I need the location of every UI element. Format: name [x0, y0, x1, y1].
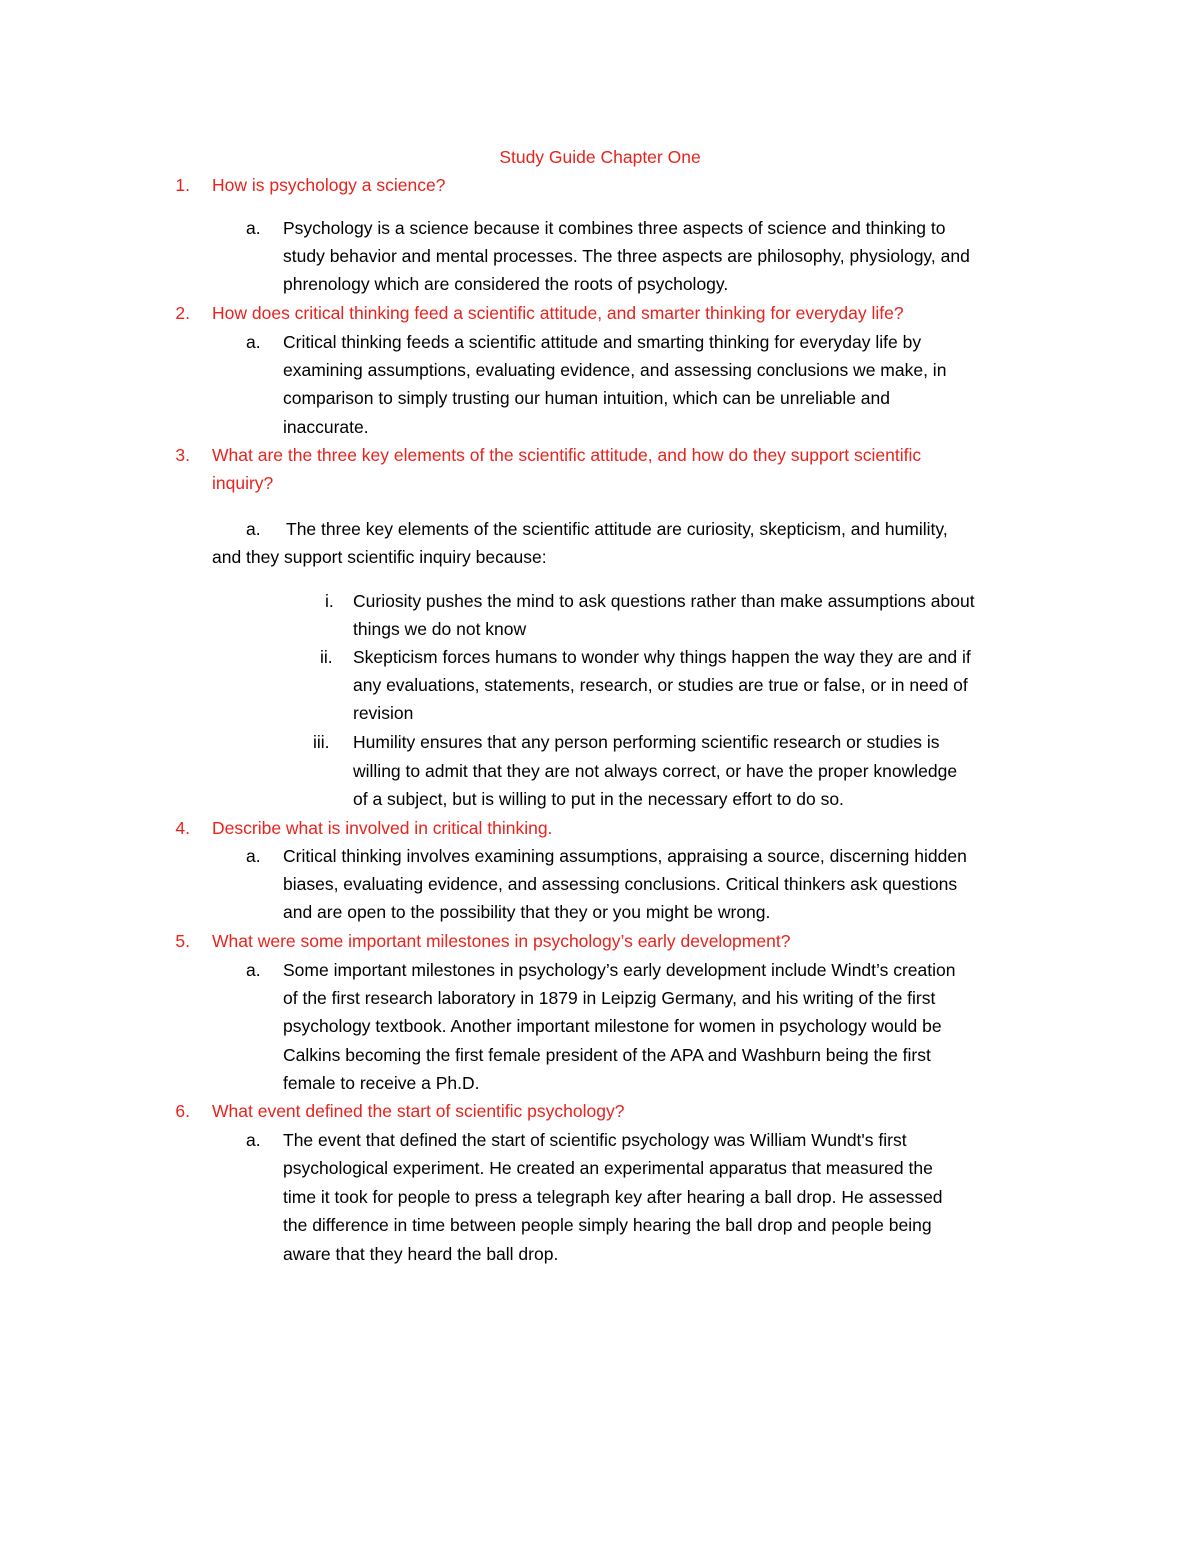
answer-line: study behavior and mental processes. The three aspects are philosophy, physiology, and	[283, 246, 970, 266]
subpoint-marker: iii.	[313, 732, 330, 752]
subpoint-line: Humility ensures that any person performing scientific research or studies is	[353, 732, 940, 752]
answer-line: Psychology is a science because it combines three aspects of science and thinking to	[283, 218, 946, 238]
answer-line: The event that defined the start of scientific psychology was William Wundt's first	[283, 1130, 907, 1150]
answer-line: biases, evaluating evidence, and assessing conclusions. Critical thinkers ask questions	[283, 874, 958, 894]
question-number: 6.	[175, 1101, 190, 1121]
subpoint-line: things we do not know	[353, 619, 527, 639]
subpoint-line: Curiosity pushes the mind to ask questions rather than make assumptions about	[353, 591, 975, 611]
answer-marker: a.	[246, 960, 261, 980]
answer-line: female to receive a Ph.D.	[283, 1073, 480, 1093]
answer-line: and are open to the possibility that they or you might be wrong.	[283, 902, 771, 922]
question-number: 4.	[175, 818, 190, 838]
subpoint-line: of a subject, but is willing to put in the necessary effort to do so.	[353, 789, 844, 809]
document-title: Study Guide Chapter One	[499, 147, 701, 167]
subpoint-line: any evaluations, statements, research, or studies are true or false, or in need of	[353, 675, 968, 695]
answer-line: of the first research laboratory in 1879 in Leipzig Germany, and his writing of the first	[283, 988, 936, 1008]
subpoint-line: revision	[353, 703, 414, 723]
subpoint-line: Skepticism forces humans to wonder why things happen the way they are and if	[353, 647, 971, 667]
question-text: How is psychology a science?	[212, 175, 446, 195]
answer-line: The three key elements of the scientific attitude are curiosity, skepticism, and humility,	[286, 519, 948, 539]
question-text: What are the three key elements of the scientific attitude, and how do they support scientific	[212, 445, 922, 465]
answer-marker: a.	[246, 846, 261, 866]
answer-marker: a.	[246, 332, 261, 352]
answer-line: Some important milestones in psychology’s early development include Windt’s creation	[283, 960, 956, 980]
answer-line: inaccurate.	[283, 417, 369, 437]
answer-line: psychology textbook. Another important milestone for women in psychology would be	[283, 1016, 942, 1036]
answer-marker: a.	[246, 519, 261, 539]
subpoint-marker: i.	[325, 591, 334, 611]
question-number: 2.	[175, 303, 190, 323]
answer-line: comparison to simply trusting our human intuition, which can be unreliable and	[283, 388, 890, 408]
answer-line: psychological experiment. He created an experimental apparatus that measured the	[283, 1158, 933, 1178]
answer-line: Critical thinking involves examining assumptions, appraising a source, discerning hidden	[283, 846, 967, 866]
question-number: 1.	[175, 175, 190, 195]
answer-line: time it took for people to press a telegraph key after hearing a ball drop. He assessed	[283, 1187, 943, 1207]
subpoint-marker: ii.	[320, 647, 333, 667]
answer-line: phrenology which are considered the roots of psychology.	[283, 274, 729, 294]
answer-line: aware that they heard the ball drop.	[283, 1244, 559, 1264]
answer-line: examining assumptions, evaluating evidence, and assessing conclusions we make, in	[283, 360, 947, 380]
answer-marker: a.	[246, 1130, 261, 1150]
subpoint-line: willing to admit that they are not always correct, or have the proper knowledge	[353, 761, 958, 781]
answer-line: Calkins becoming the first female president of the APA and Washburn being the first	[283, 1045, 931, 1065]
answer-line: the difference in time between people simply hearing the ball drop and people being	[283, 1215, 932, 1235]
question-number: 5.	[175, 931, 190, 951]
question-number: 3.	[175, 445, 190, 465]
question-text: How does critical thinking feed a scientific attitude, and smarter thinking for everyday life?	[212, 303, 904, 323]
question-text: What were some important milestones in psychology’s early development?	[212, 931, 791, 951]
answer-line: Critical thinking feeds a scientific attitude and smarting thinking for everyday life by	[283, 332, 922, 352]
question-text: What event defined the start of scientific psychology?	[212, 1101, 625, 1121]
answer-line: and they support scientific inquiry because:	[212, 547, 547, 567]
question-text: Describe what is involved in critical thinking.	[212, 818, 553, 838]
answer-marker: a.	[246, 218, 261, 238]
question-text: inquiry?	[212, 473, 274, 493]
